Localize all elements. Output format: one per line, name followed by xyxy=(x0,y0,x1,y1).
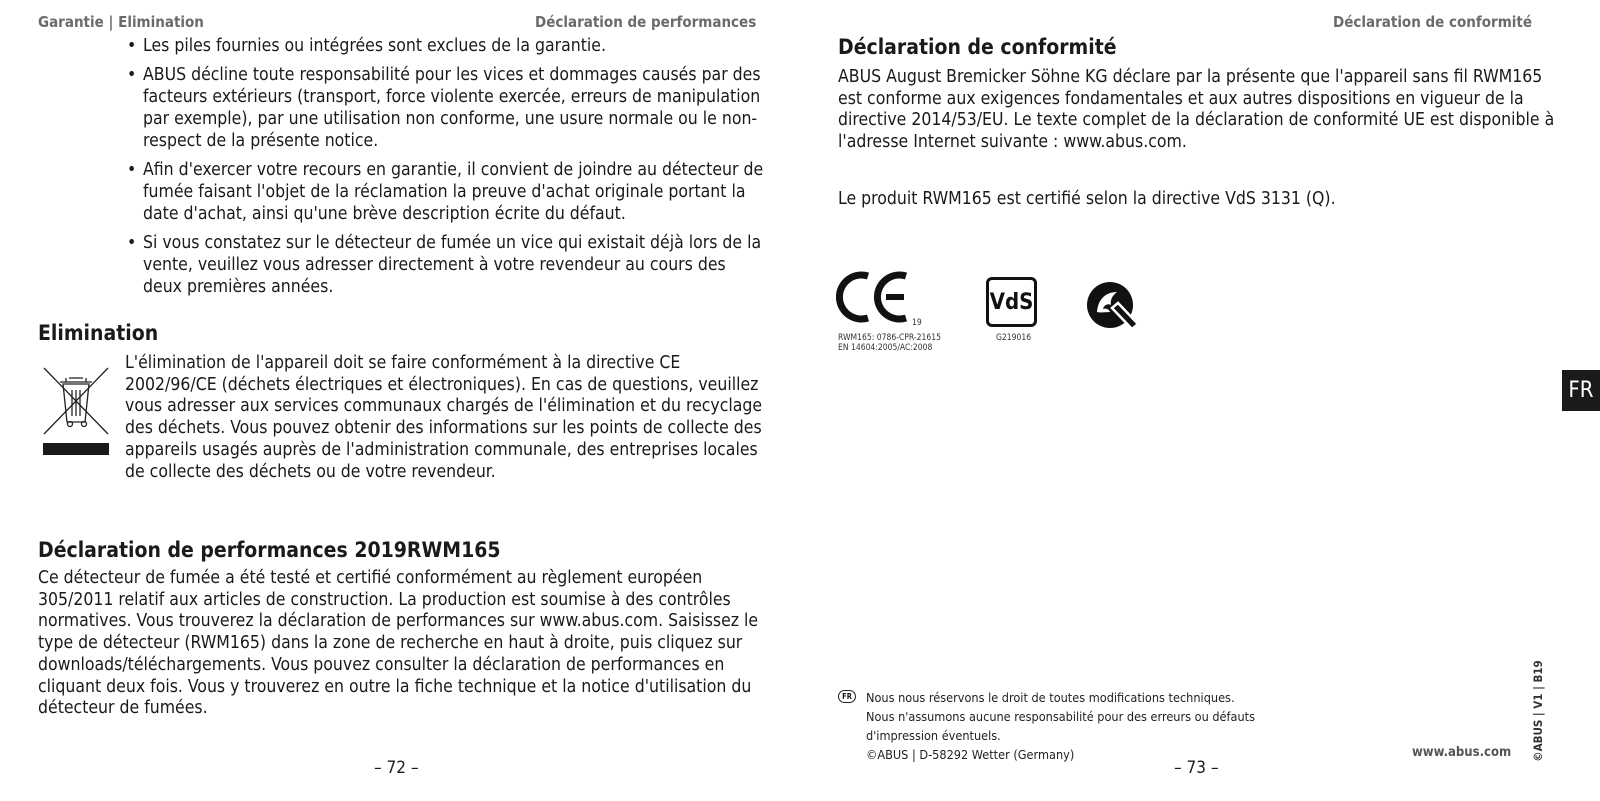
document-version-code: ©ABUS | V1 | B19 xyxy=(1531,660,1545,762)
warranty-bullet: • Si vous constatez sur le détecteur de fumée un vice qui existait déjà lors de la vente, veuillez vous adresser directement à votre revendeur au cours des deux premières années. xyxy=(125,232,765,298)
ce-mark-icon xyxy=(836,270,916,325)
language-tab-fr: FR xyxy=(1562,370,1600,411)
weee-bin-icon xyxy=(40,364,112,456)
header-left-section: Garantie | Elimination xyxy=(38,13,204,31)
warranty-bullet: • Afin d'exercer votre recours en garantie, il convient de joindre au détecteur de fumée faisant l'objet de la réclamation la preuve d'achat originale portant la date d'achat, ainsi qu'une brève description écrite du défaut. xyxy=(125,159,765,225)
conformity-text: ABUS August Bremicker Söhne KG déclare par la présente que l'appareil sans fil RWM165 est conforme aux exigences fondamentales et aux autres dispositions en vigueur de la directive 2014/53/EU. Le texte complet de la déclaration de conformité UE est disponible à l'adresse Internet suivante : www.abus.com. xyxy=(838,67,1555,153)
ce-standard-line: EN 14604:2005/AC:2008 xyxy=(838,343,933,353)
warranty-bullet: • ABUS décline toute responsabilité pour les vices et dommages causés par des facteurs extérieurs (transport, force violente exercée, erreurs de manipulation par exemple), par une utilisation non conforme, une usure normale ou le non-respect de la présente notice. xyxy=(125,64,765,152)
elimination-text: L'élimination de l'appareil doit se faire conformément à la directive CE 2002/96/CE (déchets électriques et électroniques). En cas de questions, veuillez vous adresser aux services communaux chargés de l'élimination et du recyclage des déchets. Vous pouvez obtenir des informations sur les points de collecte des appareils usagés auprès de l'administration communale, des entreprises locales de collecte des déchets ou de votre revendeur. xyxy=(125,353,763,482)
conformity-heading: Déclaration de conformité xyxy=(838,35,1117,59)
footer-line: Nous n'assumons aucune responsabilité pour des erreurs ou défauts xyxy=(866,709,1255,724)
warranty-bullet: • Les piles fournies ou intégrées sont exclues de la garantie. xyxy=(125,35,765,57)
certified-text: Le produit RWM165 est certifié selon la directive VdS 3131 (Q). xyxy=(838,189,1336,209)
vds-mark-icon: VdS xyxy=(986,277,1037,327)
footer-legal-note xyxy=(866,688,1346,764)
ce-year: 19 xyxy=(912,318,922,328)
fr-flag-icon: FR xyxy=(838,690,856,703)
website-link[interactable]: www.abus.com xyxy=(1412,745,1512,760)
footer-line: ©ABUS | D-58292 Wetter (Germany) xyxy=(866,747,1075,762)
page-number-left: – 72 – xyxy=(374,758,419,778)
footer-line: d'impression éventuels. xyxy=(866,728,1001,743)
header-left-page-title: Déclaration de performances xyxy=(535,13,757,31)
vds-q-mark-icon xyxy=(1084,279,1140,333)
performance-heading: Déclaration de performances 2019RWM165 xyxy=(38,538,501,562)
page-number-right: – 73 – xyxy=(1174,758,1219,778)
elimination-heading: Elimination xyxy=(38,321,159,345)
performance-text: Ce détecteur de fumée a été testé et certifié conformément au règlement européen 305/2011 relatif aux articles de construction. La production est soumise à des contrôles normatives. Vous trouverez la déclaration de performances sur www.abus.com. Saisissez le type de détecteur (RWM165) dans la zone de recherche en haut à droite, puis cliquez sur downloads/téléchargements. Vous pouvez consulter la déclaration de performances en cliquant deux fois. Vous y trouverez en outre la fiche technique et la notice d'utilisation du détecteur de fumées. xyxy=(38,568,759,719)
vds-number: G219016 xyxy=(996,333,1032,343)
warranty-bullet-list xyxy=(125,35,765,305)
footer-line: Nous nous réservons le droit de toutes modifications techniques. xyxy=(866,690,1235,705)
header-right-page-title: Déclaration de conformité xyxy=(1333,13,1532,31)
ce-certificate-line: RWM165: 0786-CPR-21615 xyxy=(838,333,941,343)
